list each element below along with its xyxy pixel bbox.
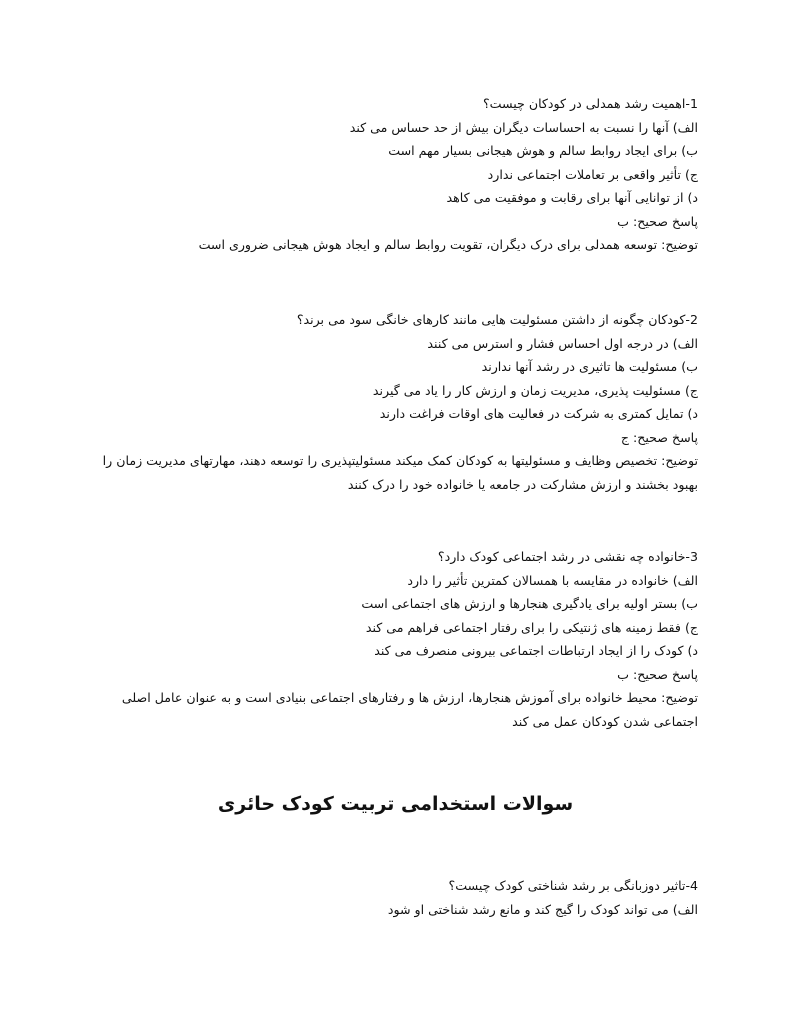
option-c: ج) فقط زمینه های ژنتیکی را برای رفتار اجتماعی فراهم می کند: [365, 619, 698, 635]
correct-answer: پاسخ صحیح: ب: [617, 666, 698, 682]
question-block-4: [98, 874, 698, 921]
question-text: 3-خانواده چه نقشی در رشد اجتماعی کودک دارد؟: [437, 549, 698, 564]
question-text: 4-تاثیر دوزبانگی بر رشد شناختی کودک چیست؟: [448, 878, 698, 893]
correct-answer: پاسخ صحیح: ب: [617, 213, 698, 229]
option-a: الف) می تواند کودک را گیج کند و مانع رشد شناختی او شود: [387, 901, 698, 917]
option-b: ب) بستر اولیه برای یادگیری هنجارها و ارزش های اجتماعی است: [361, 596, 698, 611]
question-block-3: [98, 545, 698, 733]
explanation: توضیح: تخصیص وظایف و مسئولیتها به کودکان کمک میکند مسئولیتپذیری را توسعه دهند، مهارتهای مدیریت زمان را بهبود بخشند و ارزش مشارکت در جامعه یا خانواده خود را درک کنند: [102, 453, 698, 492]
option-d: د) از توانایی آنها برای رقابت و موفقیت می کاهد: [446, 190, 698, 205]
question-text: 1-اهمیت رشد همدلی در کودکان چیست؟: [482, 96, 698, 111]
option-d: د) تمایل کمتری به شرکت در فعالیت های اوقات فراغت دارند: [379, 406, 698, 421]
option-b: ب) برای ایجاد روابط سالم و هوش هیجانی بسیار مهم است: [388, 143, 698, 158]
option-a: الف) خانواده در مقایسه با همسالان کمترین تأثیر را دارد: [407, 572, 698, 588]
section-heading: سوالات استخدامی تربیت کودک حائری: [217, 793, 574, 815]
question-block-2: [98, 308, 698, 496]
question-text: 2-کودکان چگونه از داشتن مسئولیت هایی مانند کارهای خانگی سود می برند؟: [296, 312, 698, 327]
explanation: توضیح: محیط خانواده برای آموزش هنجارها، ارزش ها و رفتارهای اجتماعی بنیادی است و به عنوان عامل اصلی اجتماعی شدن کودکان عمل می کند: [121, 690, 698, 729]
explanation: توضیح: توسعه همدلی برای درک دیگران، تقویت روابط سالم و ایجاد هوش هیجانی ضروری است: [198, 237, 698, 252]
option-b: ب) مسئولیت ها تاثیری در رشد آنها ندارند: [481, 359, 698, 374]
option-c: ج) تأثیر واقعی بر تعاملات اجتماعی ندارد: [487, 166, 698, 182]
correct-answer: پاسخ صحیح: ج: [620, 429, 698, 445]
option-c: ج) مسئولیت پذیری، مدیریت زمان و ارزش کار را یاد می گیرند: [372, 382, 698, 398]
option-a: الف) در درجه اول احساس فشار و استرس می کنند: [427, 335, 698, 351]
option-d: د) کودک را از ایجاد ارتباطات اجتماعی بیرونی منصرف می کند: [374, 643, 698, 658]
question-block-1: [98, 92, 698, 257]
option-a: الف) آنها را نسبت به احساسات دیگران بیش از حد حساس می کند: [349, 119, 698, 135]
